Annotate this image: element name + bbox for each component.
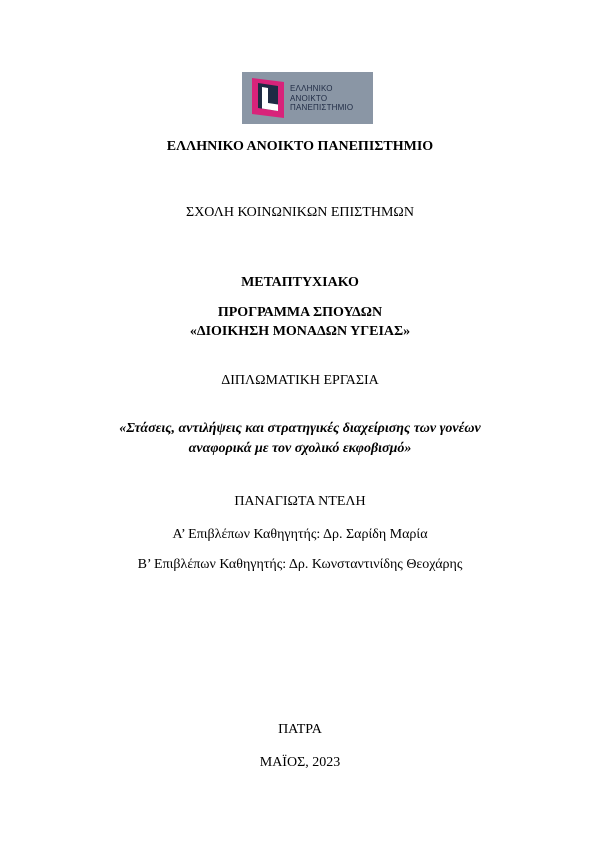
logo-text-line-3: ΠΑΝΕΠΙΣΤΗΜΙΟ: [290, 103, 354, 112]
thesis-title-line-1: «Στάσεις, αντιλήψεις και στρατηγικές διαχείρισης των γονέων: [119, 421, 481, 436]
program-title: «ΔΙΟΙΚΗΣΗ ΜΟΝΑΔΩΝ ΥΓΕΙΑΣ»: [189, 324, 411, 339]
second-supervisor: Β’ Επιβλέπων Καθηγητής: Δρ. Κωνσταντινίδης Θεοχάρης: [137, 557, 463, 572]
eap-logo-mark-icon: [252, 78, 284, 118]
document-type: ΔΙΠΛΩΜΑΤΙΚΗ ΕΡΓΑΣΙΑ: [221, 373, 379, 388]
school-name: ΣΧΟΛΗ ΚΟΙΝΩΝΙΚΩΝ ΕΠΙΣΤΗΜΩΝ: [186, 205, 414, 220]
university-name: ΕΛΛΗΝΙΚΟ ΑΝΟΙΚΤΟ ΠΑΝΕΠΙΣΤΗΜΙΟ: [166, 139, 434, 154]
program-level: ΜΕΤΑΠΤΥΧΙΑΚΟ: [241, 275, 359, 290]
thesis-title-line-2: αναφορικά με τον σχολικό εκφοβισμό»: [188, 441, 412, 456]
program-name: ΠΡΟΓΡΑΜΜΑ ΣΠΟΥΔΩΝ: [217, 305, 383, 320]
place: ΠΑΤΡΑ: [278, 722, 322, 737]
logo-wordmark: [290, 84, 353, 113]
logo-text-line-2: ΑΝΟΙΚΤΟ: [290, 93, 328, 103]
logo-text-line-1: ΕΛΛΗΝΙΚΟ: [290, 84, 333, 93]
university-logo: [242, 72, 373, 124]
date: ΜΑΪΟΣ, 2023: [259, 755, 341, 770]
author-name: ΠΑΝΑΓΙΩΤΑ ΝΤΕΛΗ: [234, 494, 366, 509]
first-supervisor: Α’ Επιβλέπων Καθηγητής: Δρ. Σαρίδη Μαρία: [172, 527, 428, 542]
